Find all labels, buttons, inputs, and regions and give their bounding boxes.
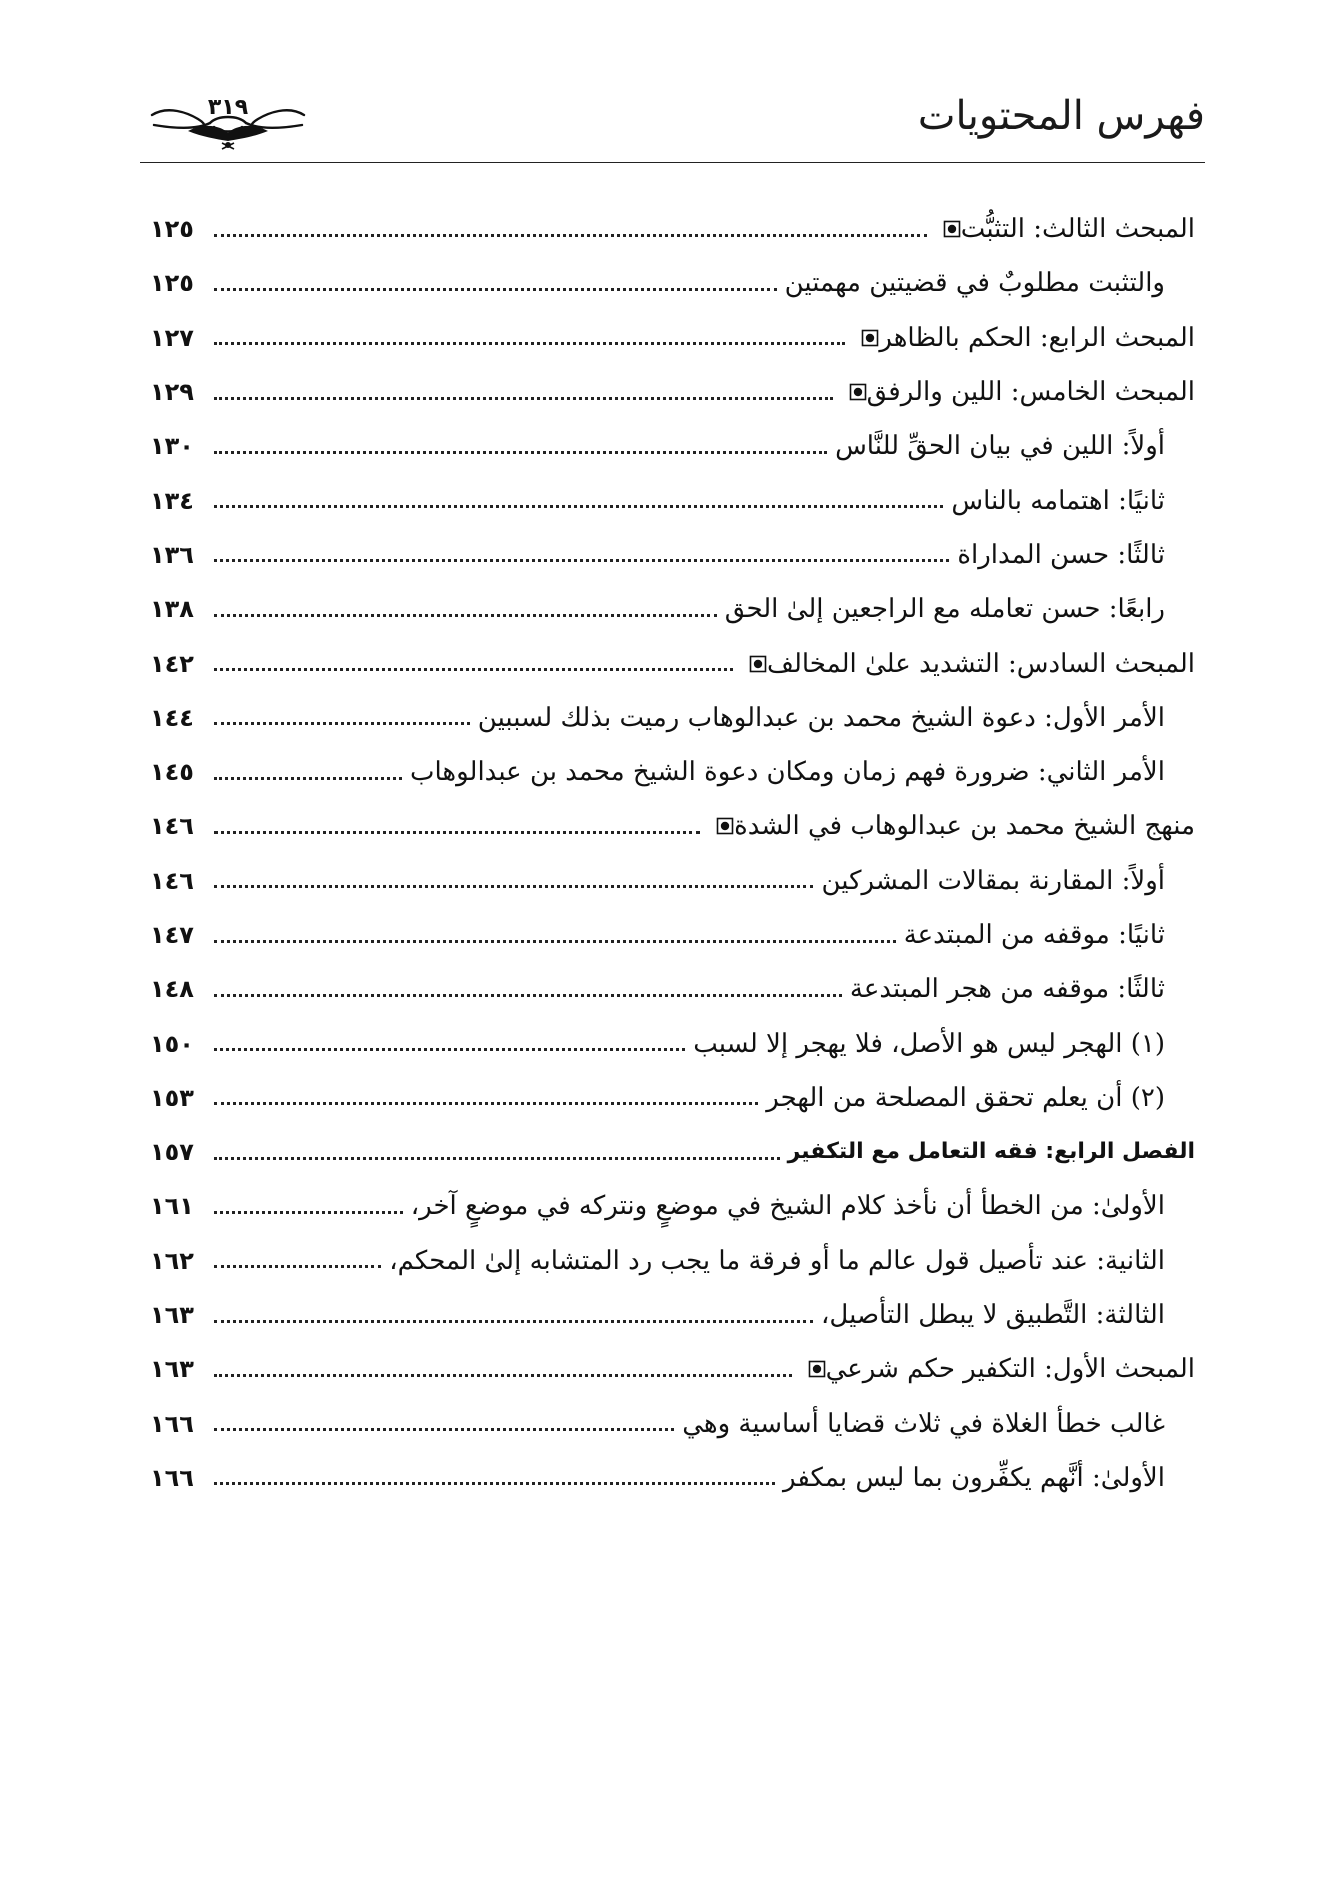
toc-entry[interactable] — [150, 1234, 1195, 1288]
toc-entry-page-number: ١٤٥ — [150, 758, 194, 787]
dot-leader — [214, 994, 842, 997]
toc-entry-page-number: ١٤٦ — [150, 812, 194, 841]
toc-entry-title — [788, 1132, 1195, 1172]
dot-leader — [214, 288, 777, 291]
toc-entry-title — [853, 318, 1195, 358]
toc-entry-page-number: ١٦٣ — [150, 1355, 194, 1384]
toc-entry-page-number: ١٥٣ — [150, 1083, 194, 1112]
toc-entry[interactable] — [150, 962, 1195, 1016]
toc-entry-title — [766, 1078, 1165, 1118]
toc-entry[interactable] — [150, 1397, 1195, 1451]
toc-entry-text: والتثبت مطلوبٌ في قضيتين مهمتين — [784, 268, 1165, 299]
dot-leader — [214, 668, 733, 671]
toc-entry-text: الأولىٰ: أنَّهم يكفِّرون بما ليس بمكفر — [782, 1462, 1165, 1493]
toc-entry-text: ثانيًا: اهتمامه بالناس — [951, 485, 1165, 516]
toc-entry[interactable] — [150, 473, 1195, 527]
flower-bullet-icon — [749, 655, 767, 673]
toc-entry[interactable] — [150, 1288, 1195, 1342]
toc-entry-title — [741, 644, 1195, 684]
toc-entry-page-number: ١٣٦ — [150, 540, 194, 569]
toc-entry-title — [708, 806, 1195, 846]
dot-leader — [214, 505, 943, 508]
toc-entry-page-number: ١٣٠ — [150, 432, 194, 461]
toc-entry-title — [785, 263, 1165, 303]
toc-entry-title — [841, 372, 1195, 412]
toc-entry[interactable] — [150, 1125, 1195, 1179]
flower-bullet-icon — [808, 1360, 826, 1378]
toc-entry[interactable] — [150, 365, 1195, 419]
dot-leader — [214, 1374, 792, 1377]
toc-entry-text: الأمر الثاني: ضرورة فهم زمان ومكان دعوة الشيخ محمد بن عبدالوهاب — [409, 757, 1165, 788]
toc-entry[interactable] — [150, 256, 1195, 310]
toc-entry[interactable] — [150, 1179, 1195, 1233]
toc-entry-text: المبحث السادس: التشديد علىٰ المخالف — [767, 648, 1195, 679]
dot-leader — [214, 1102, 758, 1105]
page-title: فهرس المحتويات — [917, 93, 1205, 139]
flower-bullet-icon — [943, 220, 961, 238]
toc-entry[interactable] — [150, 691, 1195, 745]
dot-leader — [214, 1482, 775, 1485]
toc-entry-page-number: ١٦٢ — [150, 1246, 194, 1275]
toc-entry[interactable] — [150, 1342, 1195, 1396]
toc-entry[interactable] — [150, 908, 1195, 962]
toc-entry-title — [835, 426, 1165, 466]
dot-leader — [214, 1265, 381, 1268]
dot-leader — [214, 397, 833, 400]
toc-entry-title — [411, 1186, 1165, 1226]
dot-leader — [214, 722, 470, 725]
toc-entry-text: الأمر الأول: دعوة الشيخ محمد بن عبدالوهاب رميت بذلك لسببين — [477, 702, 1165, 733]
toc-entry[interactable] — [150, 1451, 1195, 1505]
toc-entry-text: المبحث الرابع: الحكم بالظاهر — [879, 322, 1195, 353]
toc-entry-title — [410, 752, 1165, 792]
flower-bullet-icon — [716, 817, 734, 835]
toc-entry-title — [800, 1349, 1195, 1389]
toc-entry[interactable] — [150, 745, 1195, 799]
toc-entry-page-number: ١٣٤ — [150, 486, 194, 515]
toc-entry[interactable] — [150, 419, 1195, 473]
dot-leader — [214, 940, 896, 943]
toc-entry[interactable] — [150, 799, 1195, 853]
toc-entry-text: (٢) أن يعلم تحقق المصلحة من الهجر — [766, 1082, 1165, 1113]
toc-entry-title — [478, 698, 1165, 738]
dot-leader — [214, 777, 402, 780]
toc-entry[interactable] — [150, 854, 1195, 908]
toc-entry-text: الثالثة: التَّطبيق لا يبطل التأصيل، — [821, 1300, 1165, 1331]
toc-entry-title — [904, 915, 1165, 955]
toc-entry-page-number: ١٢٥ — [150, 215, 194, 244]
dot-leader — [214, 831, 700, 834]
toc-entry[interactable] — [150, 1071, 1195, 1125]
toc-entry-page-number: ١٦١ — [150, 1192, 194, 1221]
toc-entry[interactable] — [150, 1016, 1195, 1070]
toc-entry-title — [951, 481, 1165, 521]
page-number: ٣١٩ — [207, 95, 249, 120]
toc-entry-page-number: ١٥٧ — [150, 1138, 194, 1167]
dot-leader — [214, 614, 717, 617]
dot-leader — [214, 885, 813, 888]
dot-leader — [214, 234, 927, 237]
toc-entry-text: أولاً: اللين في بيان الحقِّ للنَّاس — [835, 431, 1165, 462]
toc-entry-page-number: ١٤٧ — [150, 921, 194, 949]
toc-entry-text: ثانيًا: موقفه من المبتدعة — [903, 920, 1165, 950]
toc-entry-page-number: ١٢٥ — [150, 269, 194, 298]
toc-entry-text: غالب خطأ الغلاة في ثلاث قضايا أساسية وهي — [682, 1408, 1165, 1439]
page-header — [140, 85, 1205, 165]
toc-entry-text: المبحث الأول: التكفير حكم شرعي — [825, 1354, 1195, 1385]
toc-entry[interactable] — [150, 202, 1195, 256]
toc-entry-text: الثانية: عند تأصيل قول عالم ما أو فرقة ما يجب رد المتشابه إلىٰ المحكم، — [389, 1245, 1165, 1276]
toc-entry[interactable] — [150, 311, 1195, 365]
toc-entry-title — [693, 1024, 1165, 1064]
dot-leader — [214, 1048, 685, 1051]
toc-entry-text: المبحث الخامس: اللين والرفق — [866, 377, 1195, 408]
toc-entry-text: ثالثًا: موقفه من هجر المبتدعة — [849, 974, 1165, 1005]
toc-entry-page-number: ١٦٣ — [150, 1301, 194, 1330]
toc-entry-page-number: ١٤٢ — [150, 649, 194, 678]
toc-entry-text: أولاً: المقارنة بمقالات المشركين — [821, 865, 1165, 896]
toc-entry[interactable] — [150, 636, 1195, 690]
toc-list — [150, 202, 1195, 1505]
toc-entry-text: المبحث الثالث: التثبُّت — [960, 214, 1195, 245]
dot-leader — [214, 1320, 813, 1323]
toc-entry-page-number: ١٥٠ — [150, 1029, 194, 1058]
toc-entry-title — [935, 209, 1195, 249]
flower-bullet-icon — [849, 383, 867, 401]
dot-leader — [214, 1428, 674, 1431]
dot-leader — [214, 451, 827, 454]
toc-entry-page-number: ١٤٨ — [150, 975, 194, 1004]
toc-entry-text: رابعًا: حسن تعامله مع الراجعين إلىٰ الحق — [724, 594, 1165, 625]
header-divider — [140, 162, 1205, 163]
toc-entry-page-number: ١٦٦ — [150, 1409, 194, 1438]
toc-entry[interactable] — [150, 582, 1195, 636]
toc-entry-title — [850, 969, 1165, 1009]
dot-leader — [214, 342, 845, 345]
dot-leader — [214, 559, 949, 562]
flower-bullet-icon — [861, 329, 879, 347]
toc-entry-page-number: ١٤٦ — [150, 866, 194, 895]
toc-entry-title — [682, 1404, 1165, 1444]
toc-entry-title — [957, 535, 1165, 575]
toc-entry-title — [821, 1295, 1165, 1335]
toc-entry-text: الأولىٰ: من الخطأ أن نأخذ كلام الشيخ في موضعٍ ونتركه في موضعٍ آخر، — [410, 1191, 1165, 1222]
toc-entry-title — [389, 1241, 1165, 1281]
dot-leader — [214, 1157, 780, 1160]
toc-entry-title — [725, 589, 1165, 629]
toc-entry-text: الفصل الرابع: فقه التعامل مع التكفير — [787, 1139, 1195, 1165]
toc-entry-page-number: ١٢٧ — [150, 323, 194, 352]
dot-leader — [214, 1211, 403, 1214]
toc-entry-text: منهج الشيخ محمد بن عبدالوهاب في الشدة — [734, 811, 1195, 842]
toc-entry-page-number: ١٤٤ — [150, 703, 194, 732]
toc-entry-title — [821, 861, 1165, 901]
toc-entry-text: (١) الهجر ليس هو الأصل، فلا يهجر إلا لسبب — [693, 1028, 1165, 1059]
toc-entry-page-number: ١٦٦ — [150, 1463, 194, 1492]
toc-entry-title — [783, 1458, 1165, 1498]
toc-entry-page-number: ١٢٩ — [150, 378, 194, 407]
toc-entry[interactable] — [150, 528, 1195, 582]
toc-entry-text: ثالثًا: حسن المداراة — [957, 539, 1165, 570]
toc-entry-page-number: ١٣٨ — [150, 595, 194, 624]
